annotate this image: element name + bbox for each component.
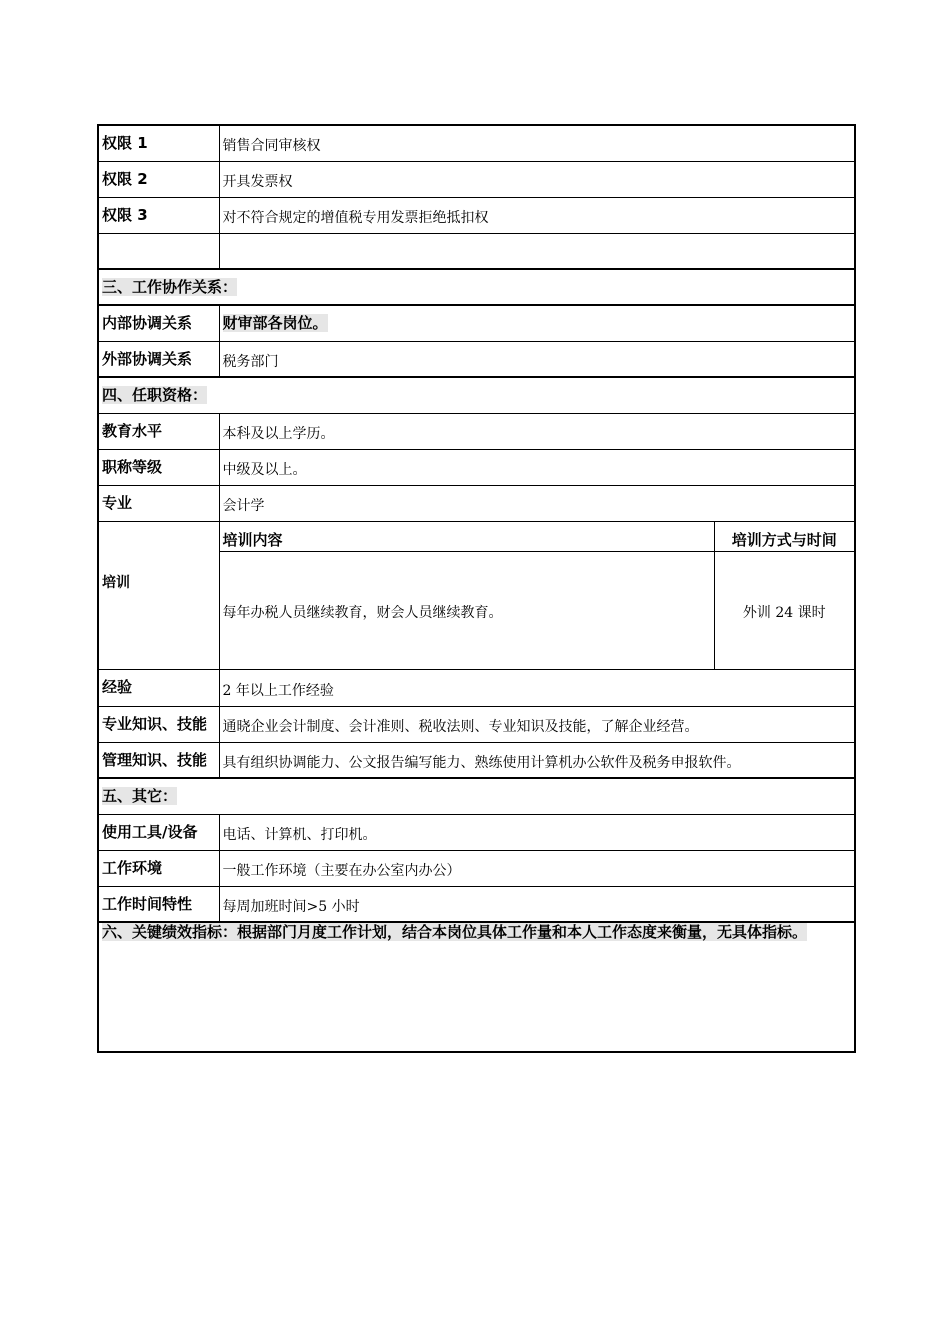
pro-skill-row <box>98 706 855 742</box>
section3-title: 三、工作协作关系： <box>102 278 238 296</box>
experience-value: 2 年以上工作经验 <box>219 669 855 706</box>
environment-value: 一般工作环境（主要在办公室内办公） <box>219 850 855 886</box>
education-row <box>98 413 855 449</box>
section6-cell <box>98 922 855 1052</box>
mgmt-skill-row <box>98 742 855 778</box>
internal-coordination-row <box>98 305 855 341</box>
permission-row-3 <box>98 197 855 233</box>
environment-row <box>98 850 855 886</box>
work-time-label: 工作时间特性 <box>98 886 219 922</box>
section3-title-cell <box>98 269 855 305</box>
empty-value-cell <box>219 233 855 269</box>
permission-row-empty <box>98 233 855 269</box>
section5-title-cell <box>98 778 855 814</box>
work-time-row <box>98 886 855 922</box>
section4-title-cell <box>98 377 855 413</box>
section4-header-row <box>98 377 855 413</box>
pro-skill-value: 通晓企业会计制度、会计准则、税收法则、专业知识及技能，了解企业经营。 <box>219 706 855 742</box>
tools-value: 电话、计算机、打印机。 <box>219 814 855 850</box>
experience-label: 经验 <box>98 669 219 706</box>
tools-row <box>98 814 855 850</box>
permission-2-value: 开具发票权 <box>219 161 855 197</box>
education-value: 本科及以上学历。 <box>219 413 855 449</box>
major-value: 会计学 <box>219 485 855 521</box>
job-description-table <box>97 124 856 1053</box>
internal-coordination-label: 内部协调关系 <box>98 305 219 341</box>
education-label: 教育水平 <box>98 413 219 449</box>
major-row <box>98 485 855 521</box>
training-method-header: 培训方式与时间 <box>714 521 855 551</box>
section3-header-row <box>98 269 855 305</box>
training-content: 每年办税人员继续教育，财会人员继续教育。 <box>219 551 714 669</box>
work-time-value: 每周加班时间>5 小时 <box>219 886 855 922</box>
permission-1-value: 销售合同审核权 <box>219 125 855 161</box>
internal-coordination-value-cell <box>219 305 855 341</box>
environment-label: 工作环境 <box>98 850 219 886</box>
mgmt-skill-value: 具有组织协调能力、公文报告编写能力、熟练使用计算机办公软件及税务申报软件。 <box>219 742 855 778</box>
permission-row-1 <box>98 125 855 161</box>
external-coordination-label: 外部协调关系 <box>98 341 219 377</box>
mgmt-skill-label: 管理知识、技能 <box>98 742 219 778</box>
external-coordination-row <box>98 341 855 377</box>
pro-skill-label: 专业知识、技能 <box>98 706 219 742</box>
permission-2-label: 权限 2 <box>98 161 219 197</box>
section6-title: 六、关键绩效指标：根据部门月度工作计划，结合本岗位具体工作量和本人工作态度来衡量，无具体指标。 <box>102 923 808 941</box>
title-level-value: 中级及以上。 <box>219 449 855 485</box>
tools-label: 使用工具/设备 <box>98 814 219 850</box>
external-coordination-value: 税务部门 <box>219 341 855 377</box>
major-label: 专业 <box>98 485 219 521</box>
empty-label-cell <box>98 233 219 269</box>
experience-row <box>98 669 855 706</box>
section6-row <box>98 922 855 1052</box>
title-level-row <box>98 449 855 485</box>
title-level-label: 职称等级 <box>98 449 219 485</box>
training-content-header: 培训内容 <box>219 521 714 551</box>
section5-header-row <box>98 778 855 814</box>
section4-title: 四、任职资格： <box>102 386 208 404</box>
permission-3-value: 对不符合规定的增值税专用发票拒绝抵扣权 <box>219 197 855 233</box>
training-header-row <box>98 521 855 551</box>
training-label: 培训 <box>98 521 219 669</box>
section5-title: 五、其它： <box>102 787 178 805</box>
permission-3-label: 权限 3 <box>98 197 219 233</box>
permission-row-2 <box>98 161 855 197</box>
permission-1-label: 权限 1 <box>98 125 219 161</box>
training-method: 外训 24 课时 <box>714 551 855 669</box>
internal-coordination-value: 财审部各岗位。 <box>222 314 328 332</box>
